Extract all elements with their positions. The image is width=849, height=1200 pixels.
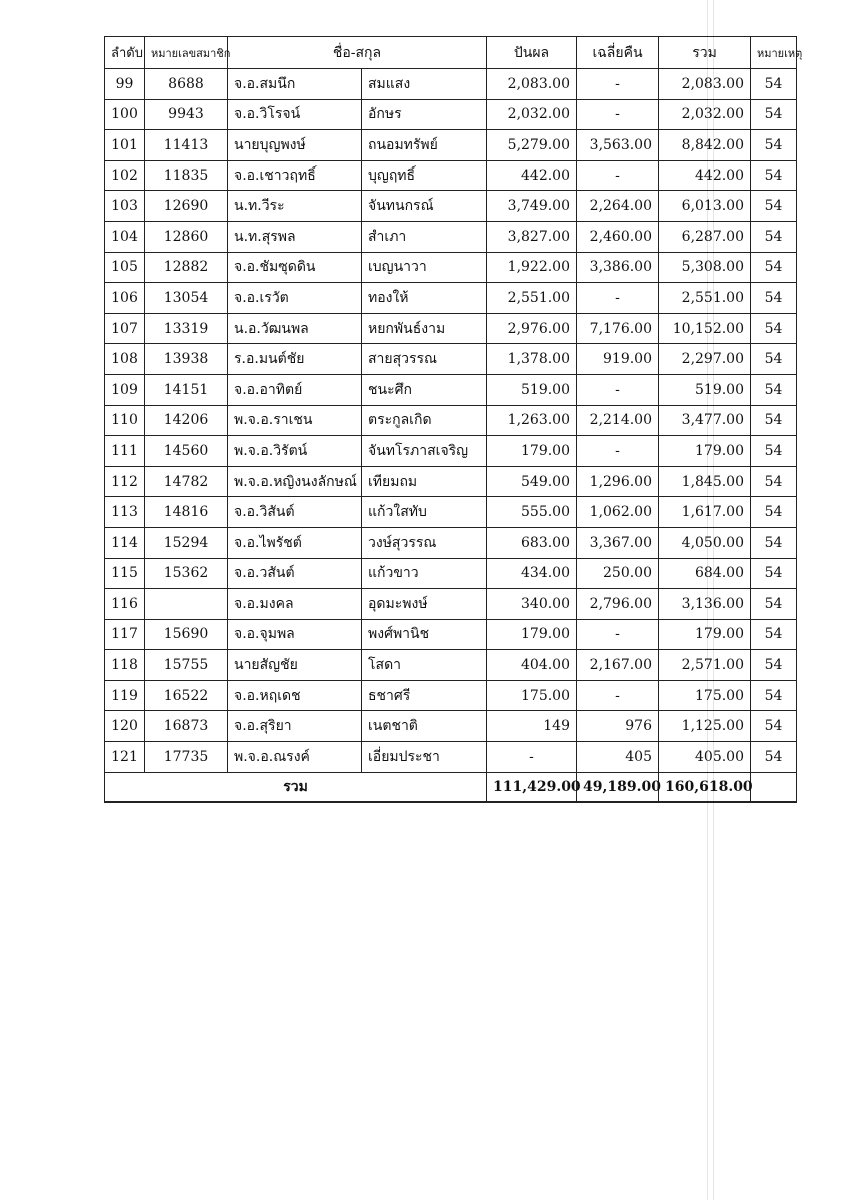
table-row [105, 466, 797, 497]
cell-member-no: 13054 [145, 283, 228, 314]
cell-note: 54 [751, 191, 797, 222]
cell-last-name: ทองให้ [362, 283, 487, 314]
cell-member-no: 14782 [145, 466, 228, 497]
table-row [105, 619, 797, 650]
cell-first-name: นายบุญพงษ์ [228, 130, 362, 161]
cell-last-name: แก้วขาว [362, 558, 487, 589]
cell-refund: - [577, 69, 659, 100]
cell-first-name: จ.อ.หฤเดช [228, 680, 362, 711]
cell-seq: 103 [105, 191, 145, 222]
cell-seq: 112 [105, 466, 145, 497]
table-row [105, 313, 797, 344]
cell-refund: 2,167.00 [577, 650, 659, 681]
table-row [105, 589, 797, 620]
cell-first-name: จ.อ.วิสันต์ [228, 497, 362, 528]
cell-seq: 106 [105, 283, 145, 314]
cell-seq: 120 [105, 711, 145, 742]
cell-refund: 2,796.00 [577, 589, 659, 620]
header-refund: เฉลี่ยคืน [577, 37, 659, 69]
cell-dividend: 683.00 [487, 527, 577, 558]
cell-seq: 99 [105, 69, 145, 100]
cell-seq: 111 [105, 436, 145, 467]
cell-dividend: 2,976.00 [487, 313, 577, 344]
cell-member-no: 16522 [145, 680, 228, 711]
cell-first-name: จ.อ.สมนึก [228, 69, 362, 100]
header-member-no: หมายเลขสมาชิก [145, 37, 228, 69]
table-row [105, 711, 797, 742]
cell-seq: 104 [105, 221, 145, 252]
cell-total: 2,083.00 [659, 69, 751, 100]
cell-first-name: จ.อ.เรวัต [228, 283, 362, 314]
cell-dividend: 179.00 [487, 436, 577, 467]
cell-member-no: 11413 [145, 130, 228, 161]
cell-refund: - [577, 99, 659, 130]
cell-member-no: 9943 [145, 99, 228, 130]
table-row [105, 497, 797, 528]
cell-dividend: 404.00 [487, 650, 577, 681]
cell-last-name: หยกพันธ์งาม [362, 313, 487, 344]
cell-total: 6,013.00 [659, 191, 751, 222]
cell-total: 1,617.00 [659, 497, 751, 528]
cell-total: 179.00 [659, 619, 751, 650]
table-row [105, 160, 797, 191]
cell-member-no [145, 589, 228, 620]
cell-seq: 116 [105, 589, 145, 620]
cell-last-name: ธชาศรี [362, 680, 487, 711]
cell-last-name: แก้วใสทับ [362, 497, 487, 528]
header-name: ชื่อ-สกุล [228, 37, 487, 69]
cell-refund: 2,214.00 [577, 405, 659, 436]
cell-last-name: วงษ์สุวรรณ [362, 527, 487, 558]
cell-member-no: 15294 [145, 527, 228, 558]
cell-note: 54 [751, 680, 797, 711]
cell-note: 54 [751, 558, 797, 589]
cell-first-name: จ.อ.เชาวฤทธิ์ [228, 160, 362, 191]
cell-seq: 114 [105, 527, 145, 558]
table-row [105, 191, 797, 222]
cell-last-name: อักษร [362, 99, 487, 130]
cell-refund: 7,176.00 [577, 313, 659, 344]
cell-total: 2,551.00 [659, 283, 751, 314]
cell-first-name: จ.อ.อาทิตย์ [228, 374, 362, 405]
cell-note: 54 [751, 589, 797, 620]
cell-member-no: 12882 [145, 252, 228, 283]
cell-refund: - [577, 374, 659, 405]
cell-member-no: 14560 [145, 436, 228, 467]
cell-first-name: พ.จ.อ.ณรงค์ [228, 742, 362, 773]
cell-refund: 250.00 [577, 558, 659, 589]
cell-last-name: เนตชาติ [362, 711, 487, 742]
cell-member-no: 13319 [145, 313, 228, 344]
table-row [105, 130, 797, 161]
cell-last-name: สำเภา [362, 221, 487, 252]
cell-total: 2,032.00 [659, 99, 751, 130]
cell-dividend: 2,551.00 [487, 283, 577, 314]
cell-total: 2,297.00 [659, 344, 751, 375]
cell-member-no: 12860 [145, 221, 228, 252]
cell-note: 54 [751, 466, 797, 497]
cell-note: 54 [751, 69, 797, 100]
cell-seq: 101 [105, 130, 145, 161]
cell-note: 54 [751, 527, 797, 558]
table-row [105, 252, 797, 283]
summary-label: รวม [105, 772, 487, 802]
cell-dividend: 1,922.00 [487, 252, 577, 283]
cell-dividend: 1,378.00 [487, 344, 577, 375]
cell-first-name: จ.อ.จุมพล [228, 619, 362, 650]
cell-total: 179.00 [659, 436, 751, 467]
table-row [105, 221, 797, 252]
cell-note: 54 [751, 344, 797, 375]
cell-note: 54 [751, 283, 797, 314]
summary-total: 160,618.00 [659, 772, 751, 802]
cell-note: 54 [751, 221, 797, 252]
cell-last-name: เบญนาวา [362, 252, 487, 283]
table-row [105, 344, 797, 375]
cell-seq: 102 [105, 160, 145, 191]
cell-member-no: 13938 [145, 344, 228, 375]
cell-total: 442.00 [659, 160, 751, 191]
cell-member-no: 16873 [145, 711, 228, 742]
cell-member-no: 11835 [145, 160, 228, 191]
cell-member-no: 15690 [145, 619, 228, 650]
cell-seq: 119 [105, 680, 145, 711]
cell-member-no: 15755 [145, 650, 228, 681]
cell-note: 54 [751, 497, 797, 528]
cell-last-name: พงศ์พานิช [362, 619, 487, 650]
cell-first-name: พ.จ.อ.วิรัตน์ [228, 436, 362, 467]
summary-row [105, 772, 797, 802]
table-row [105, 283, 797, 314]
cell-last-name: สมแสง [362, 69, 487, 100]
cell-member-no: 14206 [145, 405, 228, 436]
cell-total: 6,287.00 [659, 221, 751, 252]
cell-note: 54 [751, 130, 797, 161]
table-body [105, 69, 797, 773]
cell-refund: 976 [577, 711, 659, 742]
cell-note: 54 [751, 160, 797, 191]
cell-seq: 113 [105, 497, 145, 528]
cell-first-name: จ.อ.สุริยา [228, 711, 362, 742]
cell-last-name: สายสุวรรณ [362, 344, 487, 375]
cell-dividend: 340.00 [487, 589, 577, 620]
header-seq: ลำดับ [105, 37, 145, 69]
cell-total: 8,842.00 [659, 130, 751, 161]
header-row [105, 37, 797, 69]
cell-refund: 919.00 [577, 344, 659, 375]
cell-dividend: 149 [487, 711, 577, 742]
cell-first-name: น.อ.วัฒนพล [228, 313, 362, 344]
cell-dividend: 555.00 [487, 497, 577, 528]
cell-last-name: จันทนกรณ์ [362, 191, 487, 222]
cell-first-name: น.ท.วีระ [228, 191, 362, 222]
cell-seq: 110 [105, 405, 145, 436]
cell-dividend: 2,083.00 [487, 69, 577, 100]
cell-first-name: จ.อ.มงคล [228, 589, 362, 620]
cell-total: 519.00 [659, 374, 751, 405]
table-row [105, 405, 797, 436]
cell-seq: 109 [105, 374, 145, 405]
cell-member-no: 17735 [145, 742, 228, 773]
cell-total: 1,125.00 [659, 711, 751, 742]
cell-seq: 118 [105, 650, 145, 681]
cell-refund: 3,386.00 [577, 252, 659, 283]
cell-total: 1,845.00 [659, 466, 751, 497]
cell-last-name: อุดมะพงษ์ [362, 589, 487, 620]
cell-last-name: ชนะศึก [362, 374, 487, 405]
cell-refund: - [577, 436, 659, 467]
table-row [105, 742, 797, 773]
cell-refund: 1,296.00 [577, 466, 659, 497]
cell-refund: 405 [577, 742, 659, 773]
table-row [105, 558, 797, 589]
cell-member-no: 14816 [145, 497, 228, 528]
cell-refund: 3,563.00 [577, 130, 659, 161]
cell-first-name: จ.อ.ชัมซุดดิน [228, 252, 362, 283]
cell-total: 4,050.00 [659, 527, 751, 558]
cell-refund: - [577, 160, 659, 191]
cell-first-name: จ.อ.วิโรจน์ [228, 99, 362, 130]
cell-first-name: ร.อ.มนต์ชัย [228, 344, 362, 375]
cell-refund: 2,460.00 [577, 221, 659, 252]
cell-first-name: จ.อ.ไพรัชต์ [228, 527, 362, 558]
cell-dividend: 519.00 [487, 374, 577, 405]
cell-seq: 108 [105, 344, 145, 375]
cell-refund: 3,367.00 [577, 527, 659, 558]
summary-note [751, 772, 797, 802]
cell-total: 10,152.00 [659, 313, 751, 344]
cell-dividend: 2,032.00 [487, 99, 577, 130]
cell-refund: 1,062.00 [577, 497, 659, 528]
cell-first-name: จ.อ.วสันต์ [228, 558, 362, 589]
cell-member-no: 15362 [145, 558, 228, 589]
cell-total: 405.00 [659, 742, 751, 773]
cell-member-no: 8688 [145, 69, 228, 100]
cell-note: 54 [751, 742, 797, 773]
cell-dividend: 1,263.00 [487, 405, 577, 436]
cell-last-name: โสดา [362, 650, 487, 681]
cell-dividend: 442.00 [487, 160, 577, 191]
dividend-table [104, 36, 803, 803]
summary-refund: 49,189.00 [577, 772, 659, 802]
table-row [105, 69, 797, 100]
cell-total: 684.00 [659, 558, 751, 589]
cell-note: 54 [751, 405, 797, 436]
cell-first-name: พ.จ.อ.ราเชน [228, 405, 362, 436]
cell-last-name: ถนอมทรัพย์ [362, 130, 487, 161]
cell-dividend: 5,279.00 [487, 130, 577, 161]
cell-note: 54 [751, 650, 797, 681]
cell-dividend: 175.00 [487, 680, 577, 711]
cell-note: 54 [751, 313, 797, 344]
cell-seq: 121 [105, 742, 145, 773]
table-row [105, 680, 797, 711]
cell-seq: 107 [105, 313, 145, 344]
cell-total: 2,571.00 [659, 650, 751, 681]
cell-dividend: 3,749.00 [487, 191, 577, 222]
cell-first-name: นายสัญชัย [228, 650, 362, 681]
cell-first-name: น.ท.สุรพล [228, 221, 362, 252]
table-row [105, 650, 797, 681]
cell-note: 54 [751, 99, 797, 130]
cell-note: 54 [751, 619, 797, 650]
cell-member-no: 14151 [145, 374, 228, 405]
cell-dividend: 549.00 [487, 466, 577, 497]
cell-seq: 115 [105, 558, 145, 589]
table-row [105, 527, 797, 558]
cell-seq: 105 [105, 252, 145, 283]
cell-dividend: 434.00 [487, 558, 577, 589]
summary-dividend: 111,429.00 [487, 772, 577, 802]
cell-first-name: พ.จ.อ.หญิงนงลักษณ์ [228, 466, 362, 497]
cell-note: 54 [751, 374, 797, 405]
cell-refund: - [577, 619, 659, 650]
table-row [105, 436, 797, 467]
cell-dividend: 3,827.00 [487, 221, 577, 252]
table-row [105, 374, 797, 405]
cell-last-name: จันทโรภาสเจริญ [362, 436, 487, 467]
cell-total: 3,477.00 [659, 405, 751, 436]
header-dividend: ปันผล [487, 37, 577, 69]
header-total: รวม [659, 37, 751, 69]
cell-note: 54 [751, 711, 797, 742]
cell-last-name: ตระกูลเกิด [362, 405, 487, 436]
table-row [105, 99, 797, 130]
cell-last-name: เอี่ยมประชา [362, 742, 487, 773]
cell-dividend: - [487, 742, 577, 773]
cell-seq: 100 [105, 99, 145, 130]
header-note: หมายเหตุ [751, 37, 797, 69]
cell-note: 54 [751, 436, 797, 467]
cell-total: 175.00 [659, 680, 751, 711]
cell-total: 5,308.00 [659, 252, 751, 283]
cell-member-no: 12690 [145, 191, 228, 222]
cell-dividend: 179.00 [487, 619, 577, 650]
cell-last-name: เทียมถม [362, 466, 487, 497]
cell-refund: 2,264.00 [577, 191, 659, 222]
cell-refund: - [577, 680, 659, 711]
cell-last-name: บุญฤทธิ์ [362, 160, 487, 191]
cell-note: 54 [751, 252, 797, 283]
cell-refund: - [577, 283, 659, 314]
cell-total: 3,136.00 [659, 589, 751, 620]
cell-seq: 117 [105, 619, 145, 650]
